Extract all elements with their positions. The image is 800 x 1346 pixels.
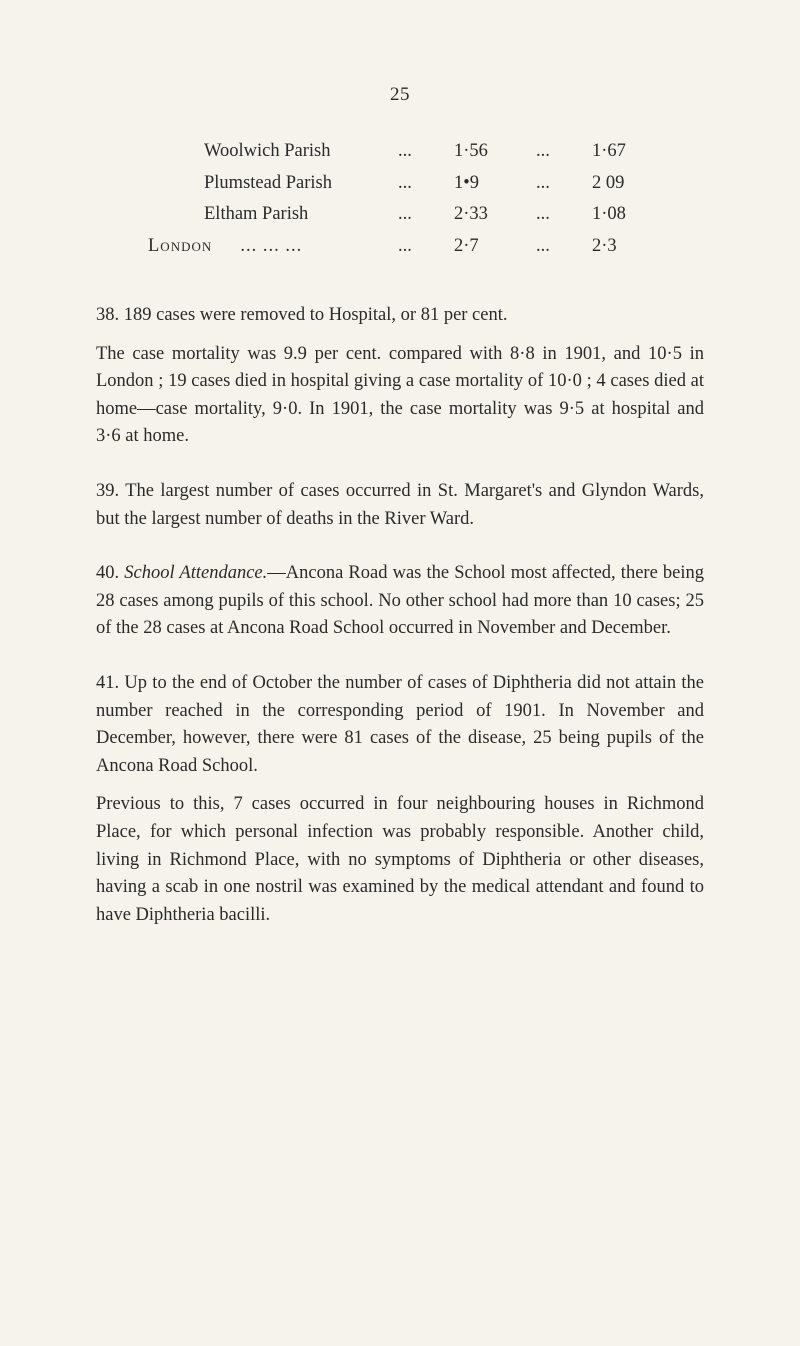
paragraph-41: 41. Up to the end of October the number of cases of Diphtheria did not attain the number reached in the corresponding period of 1901. In November and December, however, there were 81 cases of the disease, 25 being pupils of the Ancona Road School. (96, 672, 704, 776)
table-row (148, 168, 662, 200)
leader-dots: ... (398, 172, 412, 193)
table-row-value-1: 2·7 (454, 235, 479, 256)
table-row-value-1: 2·33 (454, 204, 488, 225)
table-row-value-1: 1·56 (454, 141, 488, 162)
table-row-name: Woolwich Parish (204, 141, 331, 162)
leader-dots: ... (536, 204, 550, 225)
leader-dots: ... (398, 141, 412, 162)
body-text (96, 302, 704, 929)
table-row-value-2: 1·08 (592, 204, 626, 225)
leader-dots: ... (536, 235, 550, 256)
table-row-value-2: 1·67 (592, 141, 626, 162)
leader-dots: ... (398, 204, 412, 225)
table-row (148, 199, 662, 231)
paragraph-39: 39. The largest number of cases occurred in St. Margaret's and Glyndon Wards, but the largest number of deaths in the River Ward. (96, 480, 704, 529)
paragraph-40-body: —Ancona Road was the School most affected, there being 28 cases among pupils of this school. No other school had more than 10 cases; 25 of the 28 cases at Ancona Road School occurred in November and December. (96, 563, 705, 639)
table-row-name: Plumstead Parish (204, 172, 332, 193)
paragraph-38-body: The case mortality was 9.9 per cent. compared with 8·8 in 1901, and 10·5 in London ; 19 cases died in hospital giving a case mortality of 10·0 ; 4 cases died at home—case mortality, 9·0. In 1901, the case mortality was 9·5 at hospital and 3·6 at home. (96, 343, 704, 447)
leader-dots: ... ... ... (240, 235, 303, 256)
table-row-name (148, 231, 398, 263)
table-row (148, 231, 662, 263)
paragraph-40 (96, 560, 704, 643)
leader-dots: ... (536, 141, 550, 162)
paragraph-38-lead: 38. 189 cases were removed to Hospital, or 81 per cent. (96, 305, 508, 325)
leader-dots: ... (536, 172, 550, 193)
london-label: London (148, 235, 213, 256)
table-row-value-1: 1•9 (454, 172, 479, 193)
table-row-name: Eltham Parish (204, 204, 309, 225)
leader-dots: ... (398, 235, 412, 256)
mortality-table (148, 136, 662, 262)
paragraph-number: 40. (96, 563, 120, 584)
table-row-value-2: 2 09 (592, 172, 625, 193)
section-heading: School Attendance. (124, 563, 268, 584)
page-number: 25 (390, 84, 410, 105)
table-row (148, 136, 662, 168)
paragraph-41-continued: Previous to this, 7 cases occurred in four neighbouring houses in Richmond Place, for which personal infection was probably responsible. Another child, living in Richmond Place, with no symptoms of Diphtheria or other diseases, having a scab in one nostril was examined by the medical attendant and found to have Diphtheria bacilli. (96, 794, 704, 925)
table-row-value-2: 2·3 (592, 235, 617, 256)
